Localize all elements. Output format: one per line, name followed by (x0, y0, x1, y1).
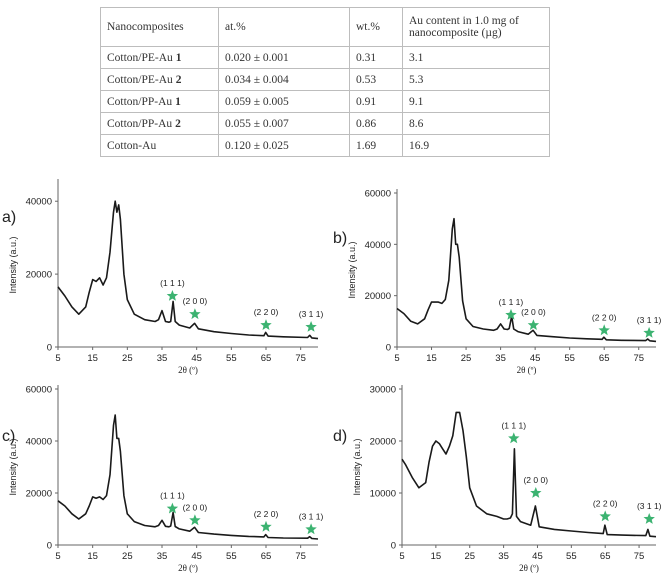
x-tick-label: 25 (122, 353, 133, 364)
y-axis-title: Intensity (a.u.) (8, 438, 18, 496)
peak-label: (3 1 1) (636, 501, 662, 511)
x-axis-title: 2θ (º) (519, 563, 539, 573)
x-tick-label: 65 (260, 551, 272, 562)
y-tick-label: 0 (385, 342, 391, 354)
xrd-pattern-line (58, 415, 318, 539)
y-axis-title: Intensity (a.u.) (8, 236, 18, 294)
sample-number: 2 (175, 117, 181, 130)
x-tick-label: 5 (399, 551, 405, 562)
header-au-content: Au content in 1.0 mg of nanocomposite (µg) (403, 8, 550, 47)
peak-star-icon (530, 487, 541, 498)
x-tick-label: 45 (191, 353, 202, 364)
cell-name: Cotton/PP-Au 2 (101, 113, 219, 135)
cell-au: 9.1 (403, 91, 550, 113)
peak-star-icon (644, 513, 655, 524)
x-tick-label: 35 (498, 551, 509, 562)
x-tick-label: 75 (295, 551, 306, 562)
x-tick-label: 15 (426, 353, 437, 364)
header-nanocomposites: Nanocomposites (101, 8, 219, 47)
xrd-pattern-line (397, 219, 656, 342)
peak-label: (2 2 0) (591, 312, 617, 323)
cell-wt: 0.91 (350, 91, 403, 113)
x-tick-label: 65 (598, 353, 610, 364)
peak-label: (3 1 1) (636, 314, 662, 325)
x-axis-title: 2θ (º) (178, 365, 198, 375)
panel-label: c) (2, 428, 16, 445)
cell-at: 0.055 ± 0.007 (219, 113, 350, 135)
peak-star-icon (189, 308, 200, 319)
peak-star-icon (508, 432, 519, 443)
x-tick-label: 25 (464, 551, 476, 562)
peak-star-icon (189, 514, 200, 525)
x-tick-label: 65 (260, 353, 272, 364)
y-tick-label: 40000 (25, 436, 52, 448)
peak-label: (2 0 0) (182, 502, 208, 513)
y-axis-title: Intensity (a.u.) (347, 241, 357, 299)
sample-number: 1 (175, 95, 181, 108)
x-tick-label: 5 (55, 551, 61, 562)
y-tick-label: 40000 (364, 239, 391, 251)
x-tick-label: 35 (156, 353, 168, 364)
y-tick-label: 30000 (369, 384, 396, 396)
x-tick-label: 55 (226, 353, 237, 364)
x-tick-label: 75 (295, 353, 306, 364)
cell-name: Cotton-Au (101, 135, 219, 157)
y-tick-label: 0 (46, 342, 52, 354)
y-axis-title: Intensity (a.u.) (352, 438, 362, 496)
peak-star-icon (260, 521, 271, 532)
x-tick-label: 55 (226, 551, 237, 562)
x-tick-label: 5 (394, 353, 400, 364)
y-tick-label: 20000 (25, 488, 52, 500)
x-tick-label: 5 (55, 353, 61, 364)
header-wt-percent: wt.% (350, 8, 403, 47)
sample-number: 2 (175, 73, 182, 86)
x-tick-label: 45 (529, 353, 541, 364)
peak-star-icon (643, 327, 654, 338)
peak-star-icon (600, 510, 611, 521)
cell-wt: 0.31 (350, 47, 403, 69)
peak-star-icon (167, 503, 178, 514)
x-tick-label: 15 (87, 551, 98, 562)
cell-name: Cotton/PE-Au 1 (101, 47, 219, 69)
cell-at: 0.120 ± 0.025 (219, 135, 350, 157)
peak-label: (1 1 1) (498, 296, 524, 307)
peak-label: (2 0 0) (182, 296, 208, 307)
x-tick-label: 65 (599, 551, 611, 562)
x-axis-title: 2θ (º) (178, 563, 198, 573)
cell-au: 3.1 (403, 47, 550, 69)
peak-star-icon (167, 290, 178, 301)
x-tick-label: 45 (191, 551, 202, 562)
x-tick-label: 45 (532, 551, 543, 562)
peak-star-icon (528, 319, 539, 330)
x-tick-label: 75 (633, 551, 645, 562)
peak-label: (2 2 0) (253, 307, 279, 318)
y-tick-label: 40000 (25, 196, 52, 208)
peak-label: (1 1 1) (501, 420, 527, 431)
panel-label: a) (2, 209, 17, 226)
x-axis-title: 2θ (º) (516, 365, 537, 375)
cell-au: 5.3 (403, 69, 550, 91)
panel-label: b) (333, 230, 348, 247)
y-tick-label: 10000 (369, 488, 396, 500)
cell-at: 0.034 ± 0.004 (219, 69, 350, 91)
cell-name: Cotton/PE-Au 2 (101, 69, 219, 91)
x-tick-label: 35 (156, 551, 168, 562)
y-tick-label: 0 (390, 540, 396, 552)
peak-star-icon (305, 321, 316, 332)
y-tick-label: 20000 (364, 291, 391, 303)
cell-wt: 0.53 (350, 69, 403, 91)
cell-at: 0.020 ± 0.001 (219, 47, 350, 69)
x-tick-label: 15 (87, 353, 98, 364)
cell-au: 8.6 (403, 113, 550, 135)
x-tick-label: 25 (122, 551, 133, 562)
x-tick-label: 15 (430, 551, 442, 562)
xrd-pattern-line (58, 201, 318, 338)
peak-label: (2 2 0) (592, 498, 618, 509)
x-tick-label: 35 (495, 353, 506, 364)
peak-star-icon (599, 324, 610, 335)
cell-at: 0.059 ± 0.005 (219, 91, 350, 113)
panel-label: d) (333, 428, 348, 445)
cell-wt: 1.69 (350, 135, 403, 157)
x-tick-label: 75 (633, 353, 645, 364)
peak-star-icon (305, 523, 316, 534)
header-at-percent: at.% (219, 8, 350, 47)
y-tick-label: 20000 (369, 436, 396, 448)
peak-label: (3 1 1) (298, 511, 324, 522)
peak-star-icon (260, 319, 271, 330)
sample-number: 1 (175, 51, 182, 64)
x-tick-label: 55 (566, 551, 577, 562)
peak-label: (2 2 0) (253, 508, 279, 519)
cell-wt: 0.86 (350, 113, 403, 135)
y-tick-label: 0 (46, 540, 52, 552)
peak-label: (3 1 1) (298, 308, 324, 319)
peak-label: (1 1 1) (160, 490, 185, 501)
y-tick-label: 20000 (25, 269, 52, 281)
peak-label: (2 0 0) (523, 475, 549, 485)
y-tick-label: 60000 (364, 188, 391, 200)
peak-label: (2 0 0) (521, 307, 546, 318)
x-tick-label: 25 (460, 353, 472, 364)
cell-au: 16.9 (403, 135, 550, 157)
x-tick-label: 55 (564, 353, 575, 364)
y-tick-label: 60000 (25, 384, 52, 396)
cell-name: Cotton/PP-Au 1 (101, 91, 219, 113)
peak-label: (1 1 1) (160, 277, 185, 288)
